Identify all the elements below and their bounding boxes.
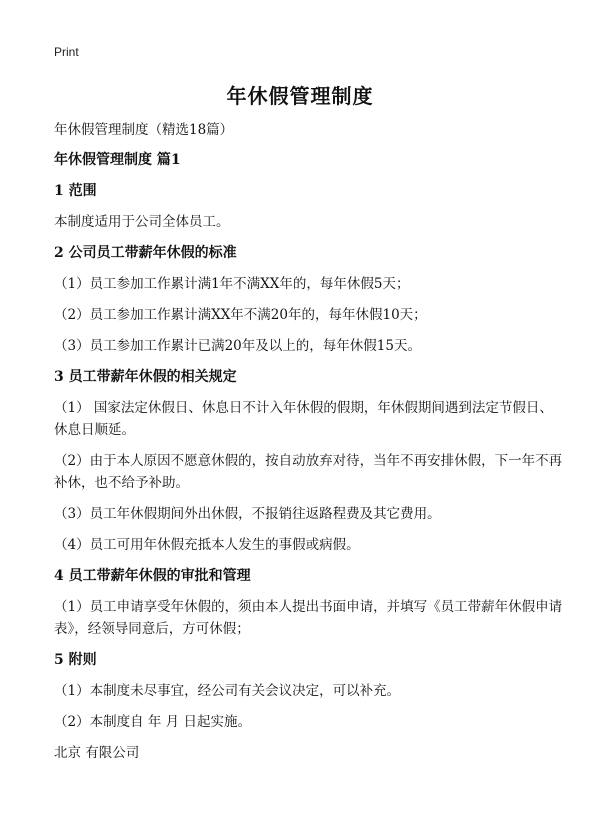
chapter-heading: 年休假管理制度 篇1: [54, 152, 181, 168]
approval-item: （1）员工申请享受年休假的，须由本人提出书面申请，并填写《员工带薪年休假申请表》，经领导同意后，方可休假；: [54, 599, 563, 637]
section-heading-approval: 4 员工带薪年休假的审批和管理: [54, 568, 251, 584]
section-heading-rules: 3 员工带薪年休假的相关规定: [54, 369, 237, 385]
document-body: [54, 119, 564, 774]
rules-item: （4）员工可用年休假充抵本人发生的事假或病假。: [54, 537, 360, 553]
document-subtitle: 年休假管理制度（精选18篇）: [54, 122, 234, 138]
document-title: 年休假管理制度: [226, 84, 374, 108]
section-heading-standards: 2 公司员工带薪年休假的标准: [54, 245, 237, 261]
section-heading-supplementary: 5 附则: [54, 652, 97, 668]
supplementary-item: （2）本制度自 年 月 日起实施。: [54, 714, 251, 730]
section-scope-item: 本制度适用于公司全体员工。: [54, 214, 230, 230]
standards-item: （1）员工参加工作累计满1年不满XX年的，每年休假5天；: [54, 276, 410, 292]
standards-item: （3）员工参加工作累计已满20年及以上的，每年休假15天。: [54, 338, 421, 354]
company-signature: 北京 有限公司: [54, 745, 140, 761]
supplementary-item: （1）本制度未尽事宜，经公司有关会议决定，可以补充。: [54, 683, 401, 699]
print-label[interactable]: Print: [54, 45, 79, 59]
rules-item: （2）由于本人原因不愿意休假的，按自动放弃对待，当年不再安排休假，下一年不再补休，也不给予补助。: [54, 453, 563, 491]
section-heading-scope: 1 范围: [54, 183, 97, 199]
rules-item: （3）员工年休假期间外出休假，不报销往返路程费及其它费用。: [54, 506, 441, 522]
rules-item: （1） 国家法定休假日、休息日不计入年休假的假期，年休假期间遇到法定节假日、休息日顺延。: [54, 400, 553, 438]
standards-item: （2）员工参加工作累计满XX年不满20年的，每年休假10天；: [54, 307, 427, 323]
